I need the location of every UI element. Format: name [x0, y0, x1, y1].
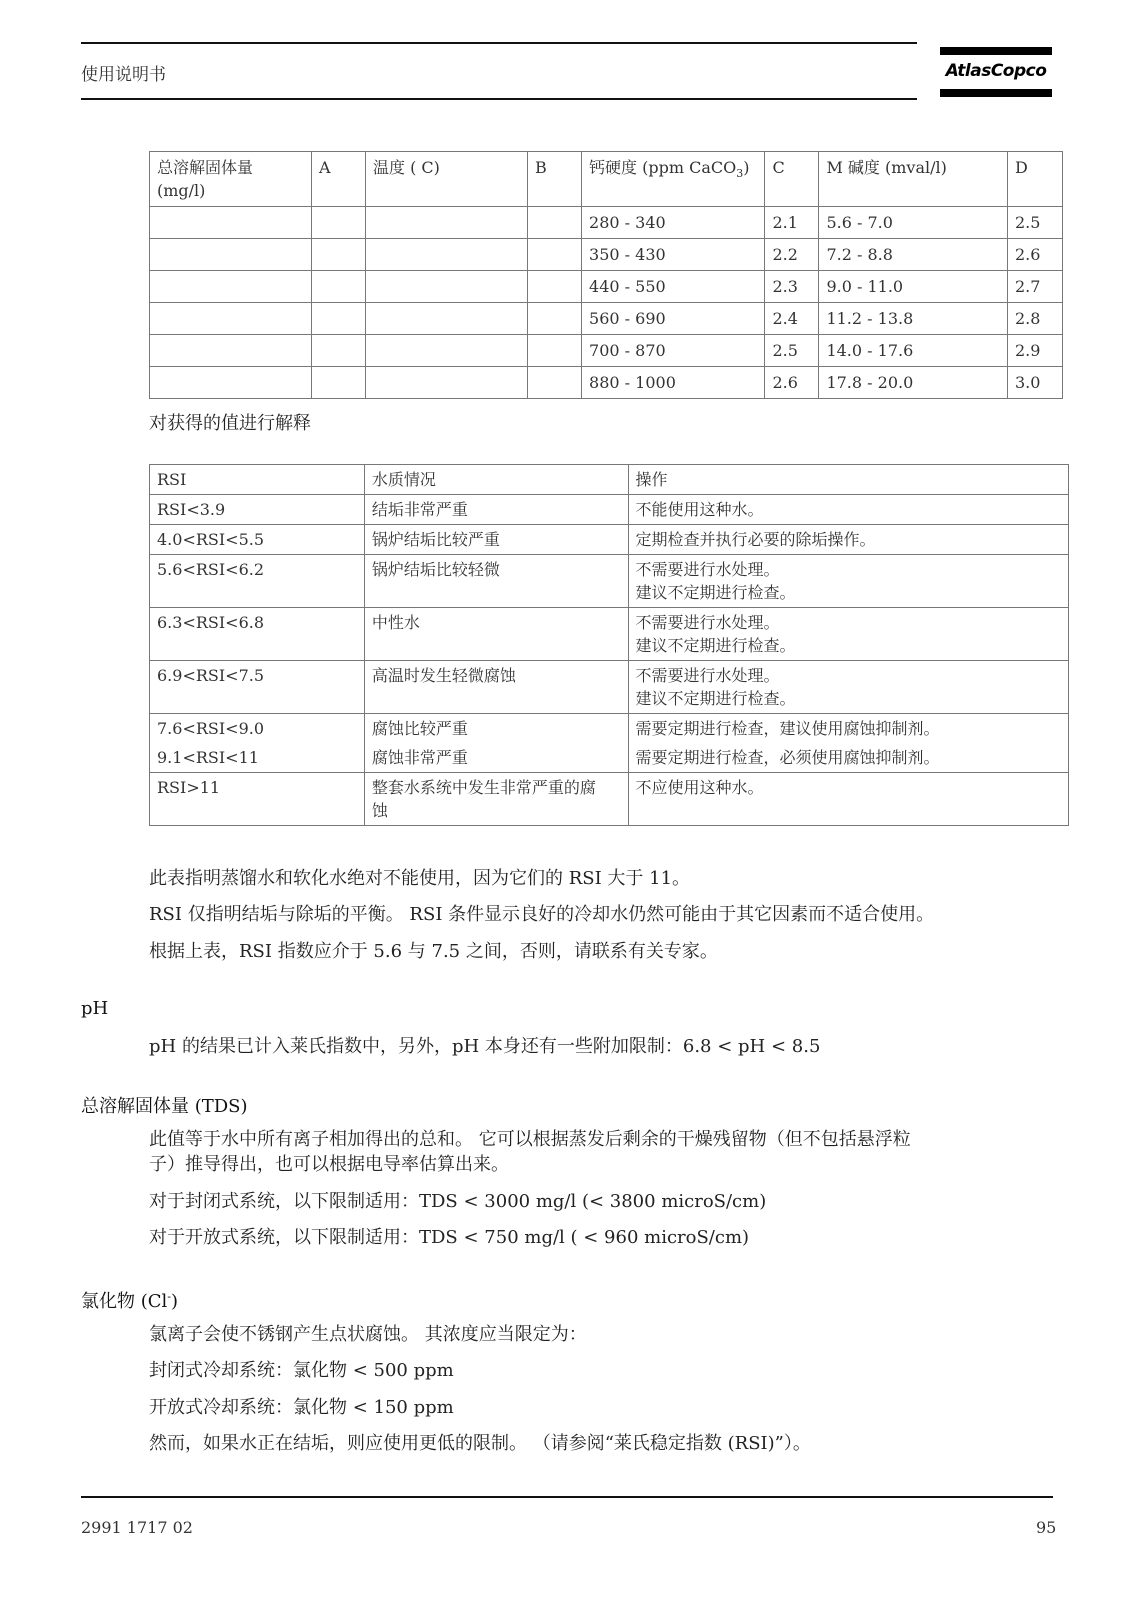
header-action: 操作: [628, 465, 1068, 495]
note-rsi-range: 根据上表，RSI 指数应介于 5.6 与 7.5 之间，否则，请联系有关专家。: [149, 941, 718, 962]
page-number: 95: [1036, 1518, 1057, 1537]
header-rsi: RSI: [150, 465, 365, 495]
cell-rsi: 5.6<RSI<6.2: [150, 555, 365, 608]
table-row: [150, 239, 1063, 271]
cell-m: 7.2 - 8.8: [819, 239, 1008, 271]
chloride-closed-limit: 封闭式冷却系统：氯化物 < 500 ppm: [149, 1360, 454, 1381]
logo-bottom-bar: [940, 89, 1052, 97]
document-title: 使用说明书: [81, 65, 166, 85]
cell-rsi: RSI>11: [150, 773, 365, 826]
quality-line: 蚀: [371, 801, 388, 820]
tds-heading: 总溶解固体量 (TDS): [81, 1096, 248, 1117]
header-ca-suffix: ): [743, 158, 750, 177]
rsi-table-header-row: [150, 465, 1069, 495]
rsi-table: [149, 464, 1069, 826]
action-line: 建议不定期进行检查。: [635, 689, 796, 708]
cell-d: 2.6: [1007, 239, 1062, 271]
cell-d: 2.5: [1007, 207, 1062, 239]
logo-top-bar: [940, 47, 1052, 55]
action-line: 不需要进行水处理。: [635, 666, 780, 685]
header-m-alkalinity: M 碱度 (mval/l): [819, 152, 1008, 207]
table-row: [150, 367, 1063, 399]
cell-rsi: 7.6<RSI<9.0: [150, 714, 365, 744]
action-line: 建议不定期进行检查。: [635, 636, 796, 655]
note-rsi-balance: RSI 仅指明结垢与除垢的平衡。 RSI 条件显示良好的冷却水仍然可能由于其它因素而不适合使用。: [149, 904, 935, 925]
cell-c: 2.5: [765, 335, 819, 367]
cell-action: 定期检查并执行必要的除垢操作。: [628, 525, 1068, 555]
cell-action: 不应使用这种水。: [628, 773, 1068, 826]
cell-action: [628, 661, 1068, 714]
action-line: 建议不定期进行检查。: [635, 583, 796, 602]
tds-open-limit: 对于开放式系统，以下限制适用：TDS < 750 mg/l ( < 960 microS/cm): [149, 1227, 750, 1248]
cell-action: [628, 608, 1068, 661]
header-temperature: 温度 ( C): [366, 152, 528, 207]
cell-quality: 高温时发生轻微腐蚀: [364, 661, 628, 714]
chloride-note: 然而，如果水正在结垢，则应使用更低的限制。 （请参阅“莱氏稳定指数 (RSI)”）。: [149, 1433, 811, 1454]
note-distilled-water: 此表指明蒸馏水和软化水绝对不能使用，因为它们的 RSI 大于 11。: [149, 868, 691, 889]
factor-table-header-row: [150, 152, 1063, 207]
table-row: [150, 661, 1069, 714]
cell-quality: 中性水: [364, 608, 628, 661]
cell-m: 14.0 - 17.6: [819, 335, 1008, 367]
cell-action: 不能使用这种水。: [628, 495, 1068, 525]
cell-c: 2.2: [765, 239, 819, 271]
header-quality: 水质情况: [364, 465, 628, 495]
table-row: [150, 743, 1069, 773]
chloride-heading: [81, 1287, 178, 1313]
header-ca-sub: 3: [736, 167, 744, 181]
cell-quality: [364, 773, 628, 826]
cell-d: 2.8: [1007, 303, 1062, 335]
table-row: [150, 555, 1069, 608]
cell-rsi: 6.9<RSI<7.5: [150, 661, 365, 714]
quality-line: 整套水系统中发生非常严重的腐: [371, 778, 596, 797]
cell-c: 2.1: [765, 207, 819, 239]
tds-text: [149, 1127, 1049, 1177]
cell-c: 2.3: [765, 271, 819, 303]
table-row: [150, 303, 1063, 335]
cell-quality: 锅炉结垢比较轻微: [364, 555, 628, 608]
table-row: [150, 207, 1063, 239]
cell-quality: 结垢非常严重: [364, 495, 628, 525]
cell-ca: 440 - 550: [582, 271, 765, 303]
cell-rsi: 9.1<RSI<11: [150, 743, 365, 773]
cell-action: [628, 555, 1068, 608]
cell-c: 2.4: [765, 303, 819, 335]
table-row: [150, 335, 1063, 367]
cell-c: 2.6: [765, 367, 819, 399]
cell-ca: 880 - 1000: [582, 367, 765, 399]
cell-rsi: 4.0<RSI<5.5: [150, 525, 365, 555]
ph-text: pH 的结果已计入莱氏指数中，另外，pH 本身还有一些附加限制：6.8 < pH < 8.5: [149, 1036, 821, 1057]
atlas-copco-logo: [940, 47, 1052, 99]
chloride-text: 氯离子会使不锈钢产生点状腐蚀。 其浓度应当限定为：: [149, 1324, 587, 1345]
cell-ca: 280 - 340: [582, 207, 765, 239]
action-line: 不需要进行水处理。: [635, 613, 780, 632]
tds-closed-limit: 对于封闭式系统，以下限制适用：TDS < 3000 mg/l (< 3800 microS/cm): [149, 1191, 767, 1212]
header-tds-label: 总溶解固体量: [157, 158, 254, 177]
cell-ca: 350 - 430: [582, 239, 765, 271]
tds-text-line: 此值等于水中所有离子相加得出的总和。 它可以根据蒸发后剩余的干燥残留物（但不包括悬浮粒: [149, 1129, 911, 1150]
chloride-heading-suffix: ): [171, 1291, 179, 1312]
chloride-open-limit: 开放式冷却系统：氯化物 < 150 ppm: [149, 1397, 454, 1418]
cell-quality: 腐蚀比较严重: [364, 714, 628, 744]
cell-quality: 腐蚀非常严重: [364, 743, 628, 773]
footer-rule: [81, 1496, 1053, 1498]
cell-quality: 锅炉结垢比较严重: [364, 525, 628, 555]
cell-d: 2.7: [1007, 271, 1062, 303]
header-bottom-rule: [81, 98, 917, 100]
header-ca-prefix: 钙硬度 (ppm CaCO: [589, 158, 737, 177]
cell-ca: 700 - 870: [582, 335, 765, 367]
cell-rsi: RSI<3.9: [150, 495, 365, 525]
table-row: [150, 271, 1063, 303]
header-top-rule: [81, 42, 917, 44]
table-row: [150, 773, 1069, 826]
action-line: 不需要进行水处理。: [635, 560, 780, 579]
header-tds: [150, 152, 312, 207]
cell-m: 11.2 - 13.8: [819, 303, 1008, 335]
chloride-heading-sup: -: [167, 1290, 171, 1303]
ph-heading: pH: [81, 998, 109, 1019]
cell-action: 需要定期进行检查，建议使用腐蚀抑制剂。: [628, 714, 1068, 744]
header-calcium-hardness: [582, 152, 765, 207]
header-b: B: [528, 152, 582, 207]
factor-table: [149, 151, 1063, 399]
table-row: [150, 495, 1069, 525]
header-d: D: [1007, 152, 1062, 207]
cell-ca: 560 - 690: [582, 303, 765, 335]
table-row: [150, 608, 1069, 661]
cell-action: 需要定期进行检查，必须使用腐蚀抑制剂。: [628, 743, 1068, 773]
interpret-title: 对获得的值进行解释: [149, 413, 311, 434]
cell-m: 5.6 - 7.0: [819, 207, 1008, 239]
header-c: C: [765, 152, 819, 207]
tds-text-line: 子）推导得出，也可以根据电导率估算出来。: [149, 1154, 509, 1175]
cell-m: 17.8 - 20.0: [819, 367, 1008, 399]
cell-m: 9.0 - 11.0: [819, 271, 1008, 303]
header-tds-unit: (mg/l): [157, 181, 206, 200]
document-number: 2991 1717 02: [81, 1518, 193, 1537]
table-row: [150, 714, 1069, 744]
chloride-heading-prefix: 氯化物 (Cl: [81, 1291, 168, 1312]
table-row: [150, 525, 1069, 555]
cell-rsi: 6.3<RSI<6.8: [150, 608, 365, 661]
cell-d: 3.0: [1007, 367, 1062, 399]
cell-d: 2.9: [1007, 335, 1062, 367]
logo-text: AtlasCopco: [945, 61, 1047, 81]
header-a: A: [312, 152, 366, 207]
